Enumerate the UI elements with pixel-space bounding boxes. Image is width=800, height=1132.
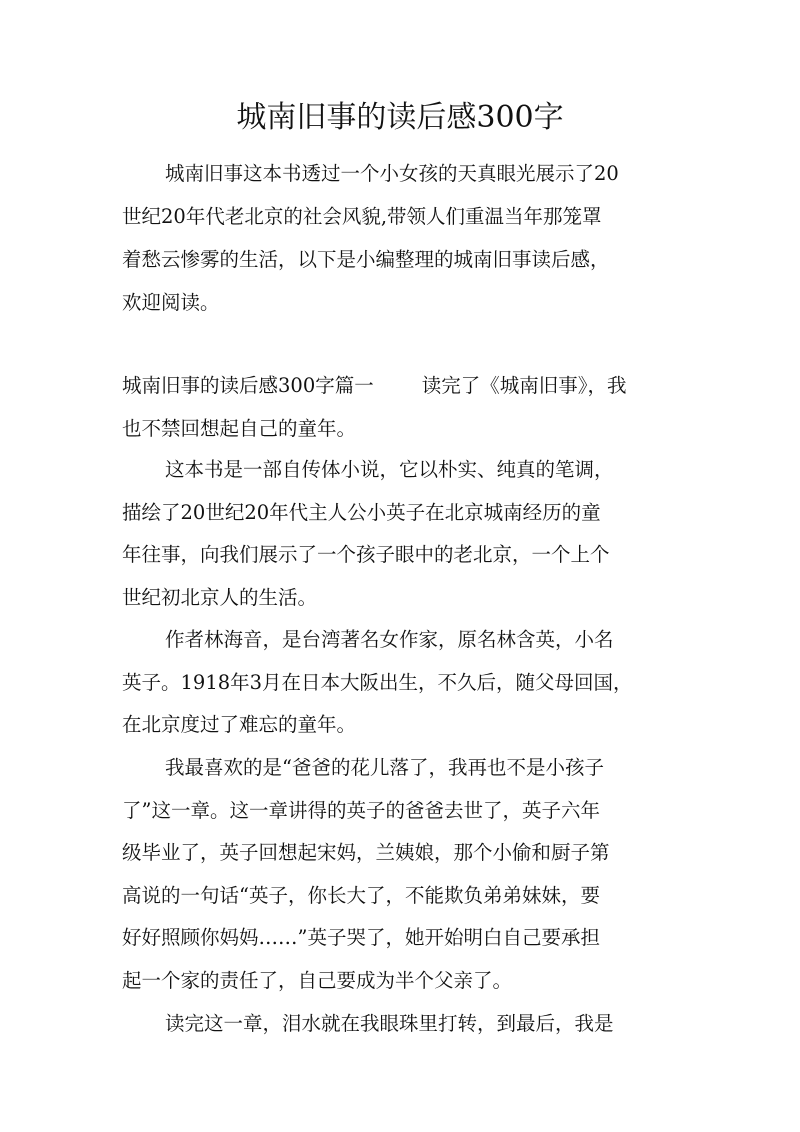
text-line: 欢迎阅读。 — [122, 291, 220, 314]
text-line: 了”这一章。这一章讲得的英子的爸爸去世了，英子六年 — [122, 799, 600, 822]
text-line: 高说的一句话“英子，你长大了，不能欺负弟弟妹妹，要 — [122, 884, 600, 907]
text-line: 我最喜欢的是“爸爸的花儿落了，我再也不是小孩子 — [165, 756, 604, 779]
text-line: 世纪初北京人的生活。 — [122, 586, 318, 609]
text-line: 城南旧事这本书透过一个小女孩的天真眼光展示了20 — [165, 162, 619, 185]
document-title: 城南旧事的读后感300字 — [236, 100, 564, 135]
text-line: 世纪20年代老北京的社会风貌,带领人们重温当年那笼罩 — [122, 205, 602, 228]
text-line: 描绘了20世纪20年代主人公小英子在北京城南经历的童 — [122, 501, 601, 524]
text-line: 这本书是一部自传体小说，它以朴实、纯真的笔调， — [165, 458, 614, 481]
text-line: 着愁云惨雾的生活，以下是小编整理的城南旧事读后感， — [122, 248, 610, 271]
text-line: 级毕业了，英子回想起宋妈，兰姨娘，那个小偷和厨子第 — [122, 841, 610, 864]
text-line: 起一个家的责任了，自己要成为半个父亲了。 — [122, 969, 513, 992]
text-line: 作者林海音，是台湾著名女作家，原名林含英，小名 — [165, 628, 614, 651]
text-line: 英子。1918年3月在日本大阪出生，不久后，随父母回国， — [122, 671, 633, 694]
text-line: 在北京度过了难忘的童年。 — [122, 713, 357, 736]
text-line: 年往事，向我们展示了一个孩子眼中的老北京，一个上个 — [122, 543, 610, 566]
text-line: 好好照顾你妈妈……”英子哭了，她开始明白自己要承担 — [122, 926, 600, 949]
text-line: 也不禁回想起自己的童年。 — [122, 417, 357, 440]
text-line: 读完这一章，泪水就在我眼珠里打转，到最后，我是 — [165, 1012, 614, 1035]
text-line: 读完了《城南旧事》，我 — [421, 374, 627, 397]
section-heading-line — [122, 372, 627, 400]
section-heading: 城南旧事的读后感300字篇一 — [122, 374, 374, 397]
